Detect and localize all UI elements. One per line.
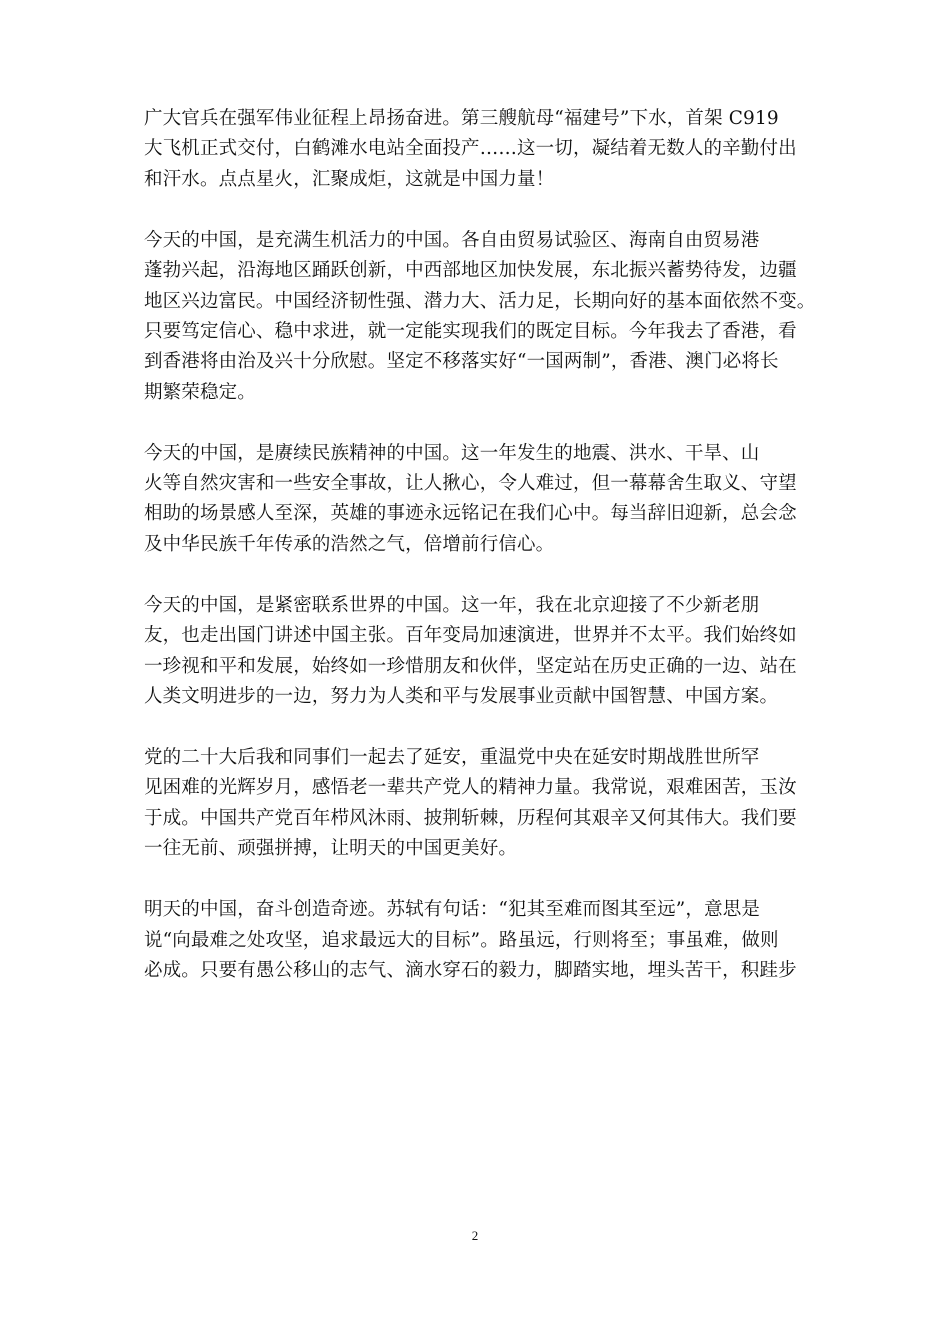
paragraph-4 (144, 591, 808, 713)
text-line: 及中华民族千年传承的浩然之气，倍增前行信心。 (144, 533, 555, 555)
text-line: 相助的场景感人至深，英雄的事迹永远铭记在我们心中。每当辞旧迎新，总会念 (144, 503, 797, 525)
text-line: 今天的中国，是充满生机活力的中国。各自由贸易试验区、海南自由贸易港 (144, 229, 760, 251)
page-number: 2 (471, 1228, 479, 1243)
text-line: 期繁荣稳定。 (144, 381, 256, 403)
text-line: 大飞机正式交付，白鹤滩水电站全面投产……这一切，凝结着无数人的辛勤付出 (144, 138, 797, 160)
paragraph-3 (144, 439, 808, 561)
text-line: 今天的中国，是赓续民族精神的中国。这一年发生的地震、洪水、干旱、山 (144, 442, 760, 464)
text-line: 一珍视和平和发展，始终如一珍惜朋友和伙伴，坚定站在历史正确的一边、站在 (144, 655, 797, 677)
text-line: 党的二十大后我和同事们一起去了延安，重温党中央在延安时期战胜世所罕 (144, 747, 760, 769)
paragraph-1 (144, 104, 808, 195)
text-line: 人类文明进步的一边，努力为人类和平与发展事业贡献中国智慧、中国方案。 (144, 686, 779, 708)
text-line: 见困难的光辉岁月，感悟老一辈共产党人的精神力量。我常说，艰难困苦，玉汝 (144, 777, 797, 799)
text-line: 友，也走出国门讲述中国主张。百年变局加速演进，世界并不太平。我们始终如 (144, 625, 797, 647)
text-line: 地区兴边富民。中国经济韧性强、潜力大、活力足，长期向好的基本面依然不变。 (144, 290, 816, 312)
text-line: 广大官兵在强军伟业征程上昂扬奋进。第三艘航母“福建号”下水，首架 C919 (144, 108, 779, 129)
text-line: 于成。中国共产党百年栉风沐雨、披荆斩棘，历程何其艰辛又何其伟大。我们要 (144, 807, 797, 829)
text-line: 蓬勃兴起，沿海地区踊跃创新，中西部地区加快发展，东北振兴蓄势待发，边疆 (144, 260, 797, 282)
text-line: 到香港将由治及兴十分欣慰。坚定不移落实好“一国两制”，香港、澳门必将长 (144, 351, 779, 373)
text-line: 今天的中国，是紧密联系世界的中国。这一年，我在北京迎接了不少新老朋 (144, 594, 760, 616)
paragraph-6 (144, 895, 808, 986)
text-line: 火等自然灾害和一些安全事故，让人揪心，令人难过，但一幕幕舍生取义、守望 (144, 473, 797, 495)
paragraph-5 (144, 743, 808, 865)
body-text (144, 104, 816, 986)
paragraph-2 (144, 226, 816, 408)
text-line: 和汗水。点点星火，汇聚成炬，这就是中国力量！ (144, 168, 555, 190)
text-line: 必成。只要有愚公移山的志气、滴水穿石的毅力，脚踏实地，埋头苦干，积跬步 (144, 959, 797, 981)
text-line: 说“向最难之处攻坚，追求最远大的目标”。路虽远，行则将至；事虽难，做则 (144, 929, 779, 951)
text-line: 只要笃定信心、稳中求进，就一定能实现我们的既定目标。今年我去了香港，看 (144, 320, 797, 342)
text-line: 明天的中国，奋斗创造奇迹。苏轼有句话：“犯其至难而图其至远”，意思是 (144, 899, 761, 921)
text-line: 一往无前、顽强拼搏，让明天的中国更美好。 (144, 838, 518, 860)
